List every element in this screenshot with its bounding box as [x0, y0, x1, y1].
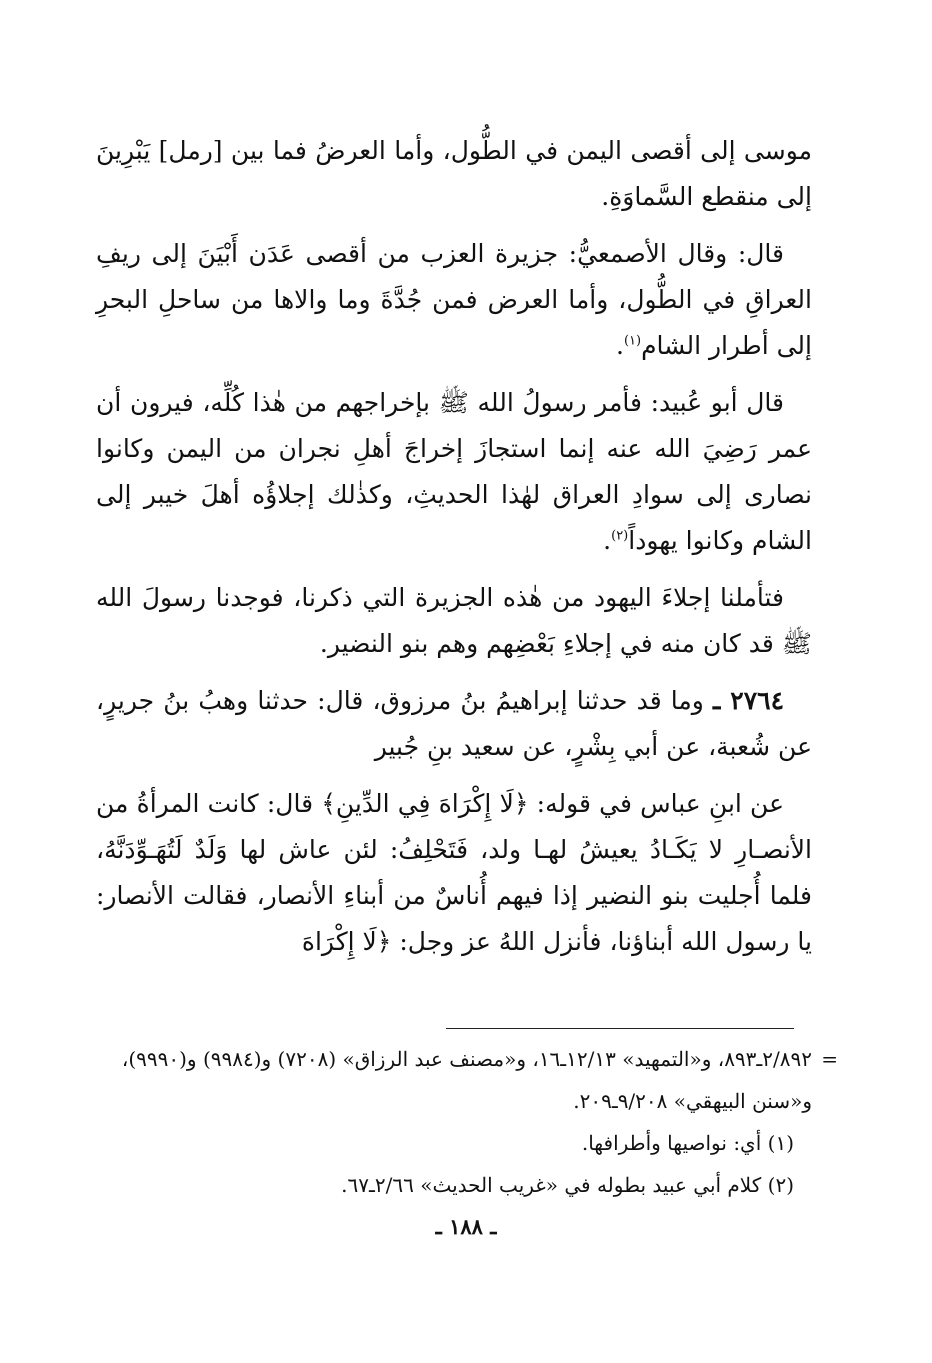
hadith-number: ٢٧٦٤ ـ [713, 686, 784, 715]
footnote-ref-1[interactable]: (١) [623, 333, 642, 349]
paragraph-2 [96, 231, 812, 369]
footnote-separator [446, 1028, 794, 1029]
continuation-marker: = [821, 1047, 838, 1071]
paragraph-1 [96, 128, 812, 220]
main-text-body [96, 128, 812, 976]
paragraph-4 [96, 575, 812, 667]
paragraph-3-text: قال أبو عُبيد: فأمر رسولُ الله ﷺ بإخراجهم من هٰذا كُلِّه، فيرون أن عمر رَضِيَ الله عنه إنما استجازَ إخراجَ أهلِ نجران من اليمن وكانوا نصارى إلى سوادِ العراق لهٰذا الحديثِ، وكذٰلك إجلاؤُه أهلَ خيبر إلى الشام وكانوا يهوداً [96, 388, 812, 555]
paragraph-3 [96, 380, 812, 564]
footnote-1: (١) أي: نواصيها وأطرافها. [581, 1131, 794, 1155]
hadith-chain-text: وما قد حدثنا إبراهيمُ بنُ مرزوق، قال: حدثنا وهبُ بنُ جريرٍ، عن شُعبة، عن أبي بِشْرٍ، عن سعيد بنِ جُبير [96, 686, 812, 761]
footnote-2: (٢) كلام أبي عبيد بطوله في «غريب الحديث» ٢/٦٦ـ٦٧. [341, 1173, 794, 1197]
page-number: ـ ١٨٨ ـ [435, 1214, 497, 1239]
paragraph-2-text: قال: وقال الأصمعيُّ: جزيرة العزب من أقصى عَدَن أَبْيَنَ إلى ريفِ العراقِ في الطُّول، وأما العرض فمن جُدَّةَ وما والاها من ساحلِ البحرِ إلى أطرار الشام [96, 239, 812, 360]
paragraph-2-end: . [615, 331, 624, 360]
footnote-continuation [96, 1038, 838, 1122]
hadith-chain [96, 678, 812, 770]
hadith-text [96, 781, 812, 965]
paragraph-1-text: موسى إلى أقصى اليمن في الطُّول، وأما العرضُ فما بين [رمل] يَبْرِينَ إلى منقطع السَّماوَةِ. [96, 136, 812, 211]
paragraph-4-text: فتأملنا إجلاءَ اليهود من هٰذه الجزيرة التي ذكرنا، فوجدنا رسولَ الله ﷺ قد كان منه في إجلاءِ بَعْضِهم وهم بنو النضير. [96, 583, 812, 658]
footnote-continuation-text: ٢/٨٩٢ـ٨٩٣، و«التمهيد» ١٢/١٣ـ١٦، و«مصنف عبد الرزاق» (٧٢٠٨) و(٩٩٨٤) و(٩٩٩٠)، و«سنن البيهقي» ٩/٢٠٨ـ٢٠٩. [121, 1047, 812, 1113]
hadith-text-body: عن ابنِ عباس في قوله: ﴿لَا إِكْرَاهَ فِي الدِّينِ﴾ قال: كانت المرأةُ من الأنصـارِ لا يَكَـادُ يعيشُ لهـا ولد، فَتَحْلِفُ: لئن عاش لها وَلَدٌ لَتُهَـوِّدَنَّهُ، فلما أُجليت بنو النضير إذا فيهم أُناسٌ من أبناءِ الأنصار، فقالت الأنصار: يا رسول الله أبناؤنا، فأنزل اللهُ عز وجل: ﴿لَا إِكْرَاهَ [96, 789, 812, 956]
footnote-ref-2[interactable]: (٢) [611, 528, 629, 544]
paragraph-3-end: . [603, 526, 612, 555]
footnotes [96, 1038, 838, 1206]
